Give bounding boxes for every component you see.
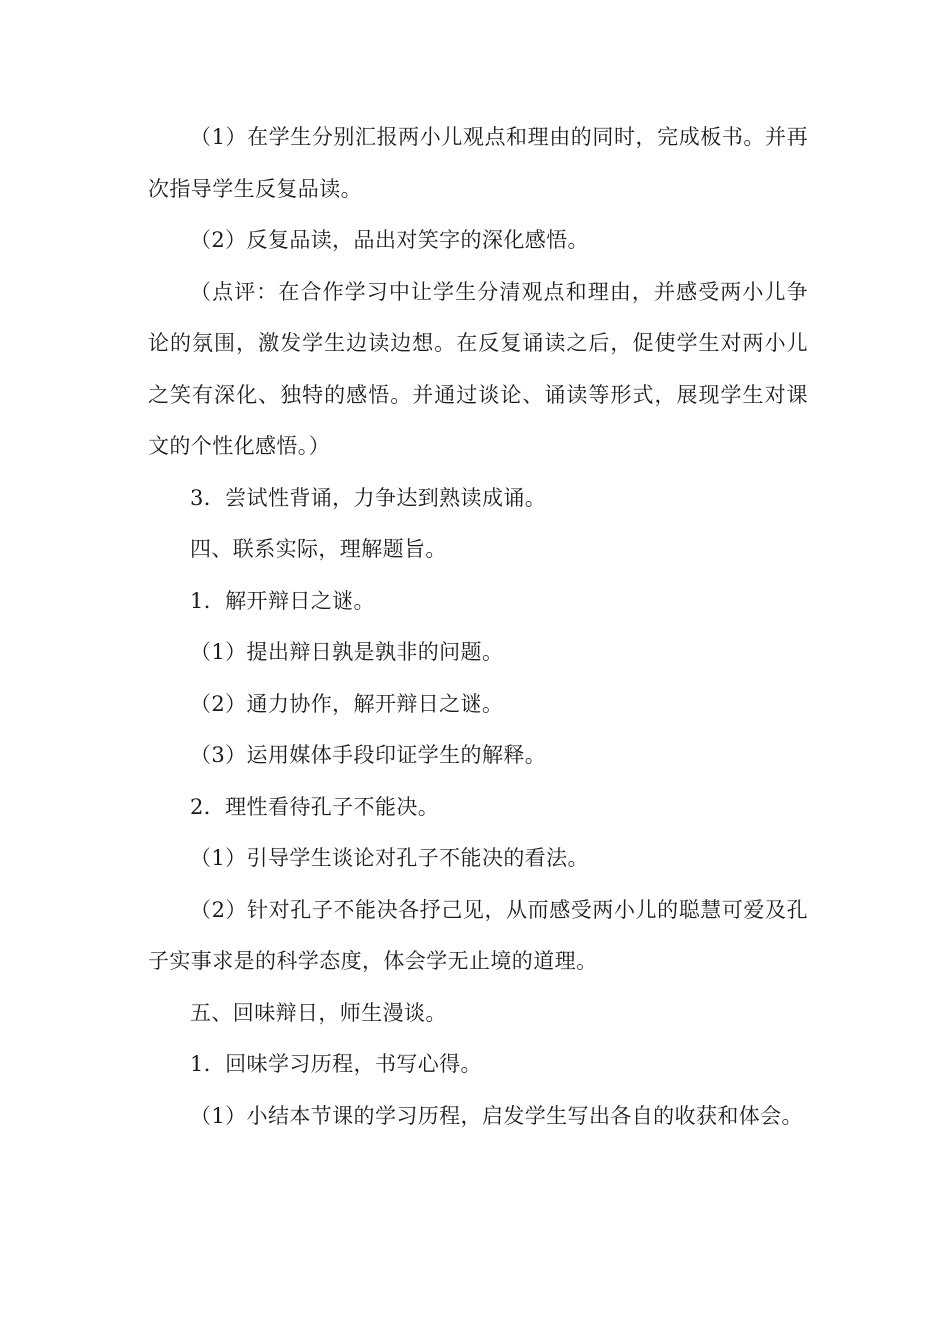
paragraph: （1）引导学生谈论对孔子不能决的看法。 xyxy=(190,846,589,870)
document-body xyxy=(148,112,808,1142)
paragraph: （1）提出辩日孰是孰非的问题。 xyxy=(190,640,504,664)
paragraph: 1．解开辩日之谜。 xyxy=(190,588,375,613)
section-heading: 四、联系实际，理解题旨。 xyxy=(190,537,447,561)
paragraph: （3）运用媒体手段印证学生的解释。 xyxy=(190,743,547,767)
section-heading: 五、回味辩日，师生漫谈。 xyxy=(190,1000,447,1025)
paragraph: （2）通力协作，解开辩日之谜。 xyxy=(190,691,504,716)
paragraph: 2．理性看待孔子不能决。 xyxy=(190,794,440,819)
paragraph: （1）小结本节课的学习历程，启发学生写出各自的收获和体会。 xyxy=(190,1103,803,1128)
paragraph: （2）针对孔子不能决各抒己见，从而感受两小儿的聪慧可爱及孔子实事求是的科学态度，体会学无止境的道理。 xyxy=(148,897,808,973)
paragraph: （点评：在合作学习中让学生分清观点和理由，并感受两小儿争论的氛围，激发学生边读边想。在反复诵读之后，促使学生对两小儿之笑有深化、独特的感悟。并通过谈论、诵读等形式，展现学生对课文的个性化感悟。） xyxy=(148,279,808,458)
paragraph: 1．回味学习历程，书写心得。 xyxy=(190,1052,482,1076)
paragraph: （1）在学生分别汇报两小儿观点和理由的同时，完成板书。并再次指导学生反复品读。 xyxy=(148,125,808,201)
paragraph: （2）反复品读，品出对笑字的深化感悟。 xyxy=(190,228,589,252)
paragraph: 3．尝试性背诵，力争达到熟读成诵。 xyxy=(190,485,547,510)
